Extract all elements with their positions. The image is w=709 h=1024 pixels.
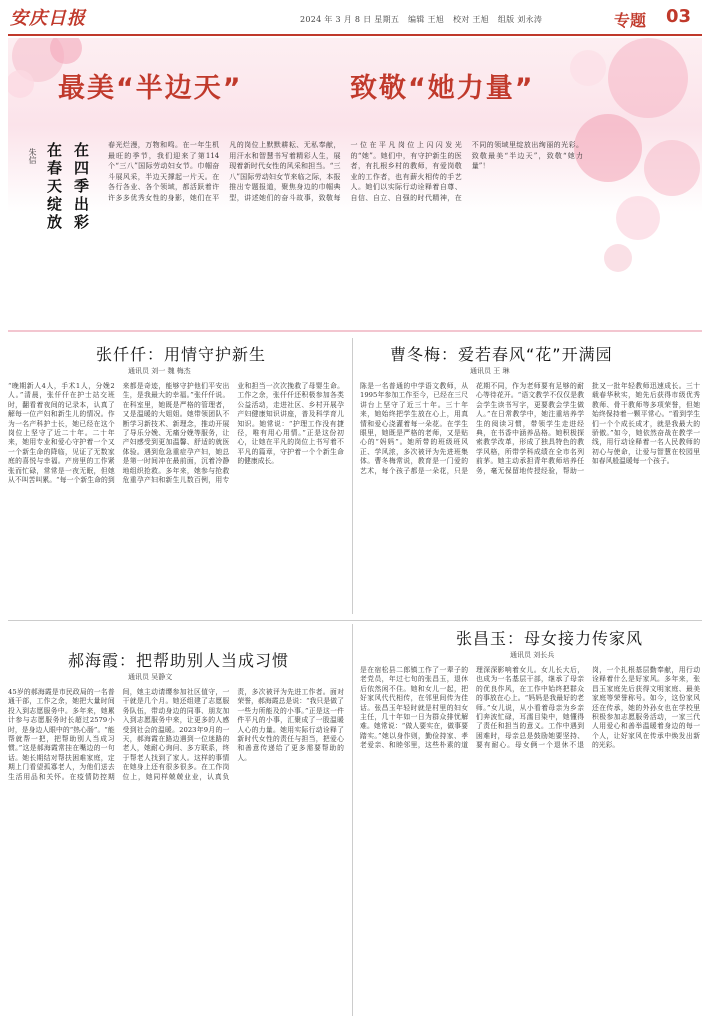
- poem-title: [22, 142, 92, 302]
- article-title: 郝海霞：把帮助别人当成习惯: [68, 651, 290, 670]
- article-4: [360, 624, 700, 1016]
- article-title: 张仟仟：用情守护新生: [96, 345, 267, 364]
- newspaper-logo: 安庆日报: [10, 8, 86, 29]
- article-body: “晚期新人4人，手术1人，分娩2人。”清晨，张仟仟在护士站交班时，翻看着夜间的记录本，认真了解每一位产妇和新生儿的情况。作为一名产科护士长，她已经在这个岗位上坚守了近二十年。二十年来，她用专业和爱心守护着一个又一个新生命的降临，见证了无数家庭的喜悦与幸福。产房里的工作紧张而忙碌，常常是一夜无眠，但她从不叫苦叫累。“每一个新生命的到来都是奇迹，能够守护他们平安出生，是我最大的幸福。”张仟仟说。在科室里，她既是严格的管理者，又是温暖的大姐姐。她带领团队不断学习新技术、新理念，推动开展了导乐分娩、无痛分娩等服务，让产妇感受到更加温馨、舒适的就医体验。遇到危急重症孕产妇，她总是第一时间冲在最前面，沉着冷静地组织抢救。多年来，她参与抢救危重孕产妇和新生儿数百例，用专业和担当一次次挽救了母婴生命。工作之余，张仟仟还积极参加各类公益活动，走进社区、乡村开展孕产妇健康知识讲座，普及科学育儿知识。她常说：“护理工作没有捷径，唯有用心用情。”正是这份初心，让她在平凡的岗位上书写着不平凡的篇章，守护着一个个新生命的健康成长。: [8, 382, 344, 485]
- row-divider: [8, 620, 702, 621]
- article-2: [360, 338, 700, 614]
- proof-credit: 校对 王旭: [452, 15, 489, 24]
- article-byline: 通讯员 刘一 魏 梅杰: [128, 367, 191, 375]
- headline-left: 最美“半边天”: [58, 73, 243, 104]
- poem-author: 朱信: [28, 148, 37, 164]
- poem-title-line1: 在四季出彩: [72, 142, 90, 232]
- intro-text: 春光烂漫，万物和鸣。在一年生机最旺的季节，我们迎来了第114个“三八”国际劳动妇女节。巾帼奋斗展风采，半边天撑起一片天。在各行各业、各个领域，都活跃着许许多多优秀女性的身影，她们在平凡的岗位上默默耕耘、无私奉献，用汗水和智慧书写着精彩人生，展现着新时代女性的风采和担当。“三八”国际劳动妇女节来临之际，本报推出专题报道，聚焦身边的巾帼典型，讲述她们的奋斗故事，致敬每一位在平凡岗位上闪闪发光的“她”。她们中，有守护新生的医者，有扎根乡村的教师，有爱岗敬业的工作者，也有薪火相传的手艺人。她们以实际行动诠释着自尊、自信、自立、自强的时代精神，在不同的领域里绽放出绚丽的光彩。致敬最美“半边天”，致敬“她力量”！: [108, 141, 583, 202]
- poem-title-line2: 在春天绽放: [45, 142, 63, 232]
- editor-credit: 编辑 王旭: [408, 15, 445, 24]
- column-divider: [352, 338, 353, 614]
- article-byline: 通讯员 王 琳: [470, 367, 510, 375]
- article-body: 45岁的郝海霞是市民政局的一名普通干部，工作之余，她把大量时间投入到志愿服务中。多年来，她累计参与志愿服务时长超过2579小时，是身边人眼中的“热心肠”。“能帮就帮一把，把帮助别人当成习惯。”这是郝海霞常挂在嘴边的一句话。她长期结对帮扶困难家庭，定期上门看望孤寡老人，为他们送去生活用品和关怀。在疫情防控期间，她主动请缨参加社区值守，一干就是几个月。她还组建了志愿服务队伍，带动身边的同事、朋友加入到志愿服务中来，让更多的人感受到社会的温暖。2023年9月的一天，郝海霞在路边遇到一位迷路的老人，她耐心询问、多方联系，终于帮老人找到了家人。这样的事情在她身上还有很多很多。在工作岗位上，她同样兢兢业业，认真负责，多次被评为先进工作者。面对荣誉，郝海霞总是说：“我只是做了一些力所能及的小事。”正是这一件件平凡的小事，汇聚成了一股温暖人心的力量。她用实际行动诠释了新时代女性的责任与担当，把爱心和善意传递给了更多需要帮助的人。: [8, 688, 344, 781]
- banner: [8, 38, 702, 328]
- section-name: 专题: [614, 11, 647, 30]
- article-title: 张昌玉：母女接力传家风: [456, 629, 644, 648]
- headline-right: 致敬“她力量”: [350, 73, 535, 104]
- edition-meta: [300, 14, 548, 25]
- issue-date: 2024 年 3 月 8 日 星期五: [300, 15, 400, 24]
- article-byline: 通讯员 刘长兵: [510, 651, 555, 659]
- article-body: 是在宿松县二郎镇工作了一辈子的老党员，年过七旬的张昌玉，退休后依然闲不住。她和女儿一起，把好家风代代相传，在邻里间传为佳话。张昌玉年轻时就是村里的妇女主任，几十年如一日为群众排忧解难。她常说：“做人要实在，做事要踏实。”她以身作则，勤俭持家、孝老爱亲、和睦邻里，这些朴素的道理深深影响着女儿。女儿长大后，也成为一名基层干部，继承了母亲的优良作风，在工作中始终把群众的事放在心上。“妈妈是我最好的老师。”女儿说，从小看着母亲为乡亲们奔波忙碌，耳濡目染中，她懂得了责任和担当的意义。工作中遇到困难时，母亲总是鼓励她要坚持、要有耐心。母女俩一个退休不退岗，一个扎根基层勤奉献，用行动诠释着什么是好家风。多年来，张昌玉家庭先后获得文明家庭、最美家庭等荣誉称号。如今，这份家风还在传承，她的外孙女也在学校里积极参加志愿服务活动，一家三代人用爱心和善举温暖着身边的每一个人，让好家风在传承中焕发出新的光彩。: [360, 666, 700, 750]
- article-title: 曹冬梅：爱若春风“花”开满园: [390, 345, 613, 364]
- page-number: 03: [666, 6, 692, 27]
- article-3: [8, 624, 344, 1016]
- top-rule: [8, 34, 702, 36]
- article-1: [8, 338, 344, 614]
- column-divider: [352, 624, 353, 1016]
- section-rule: [8, 330, 702, 332]
- designer-credit: 组版 刘永涛: [497, 15, 543, 24]
- article-byline: 通讯员 吴静文: [128, 673, 173, 681]
- article-body: 陈是一名普通的中学语文教师，从1995年参加工作至今，已经在三尺讲台上坚守了近三十年。三十年来，她始终把学生放在心上，用真情和爱心浇灌着每一朵花。在学生眼里，她既是严格的老师，又是贴心的“妈妈”。她所带的班级班风正、学风浓，多次被评为先进班集体。曹冬梅常说，教育是一门爱的艺术，每个孩子都是一朵花，只是花期不同，作为老师要有足够的耐心等待花开。“语文教学不仅仅是教会学生读书写字，更要教会学生做人。”在日常教学中，她注重培养学生的阅读习惯，带领学生走进经典，在书香中涵养品格。她积极探索教学改革，形成了独具特色的教学风格，所带学科成绩在全市名列前茅。她主动承担青年教师培养任务，毫无保留地传授经验，帮助一批又一批年轻教师迅速成长。三十载春华秋实，她先后获得市级优秀教师、骨干教师等多项荣誉，但她始终保持着一颗平常心。“看到学生们一个个成长成才，就是我最大的骄傲。”如今，她依然奋战在教学一线，用行动诠释着一名人民教师的初心与使命，让爱与智慧在校园里如春风般温暖每一个孩子。: [360, 382, 700, 475]
